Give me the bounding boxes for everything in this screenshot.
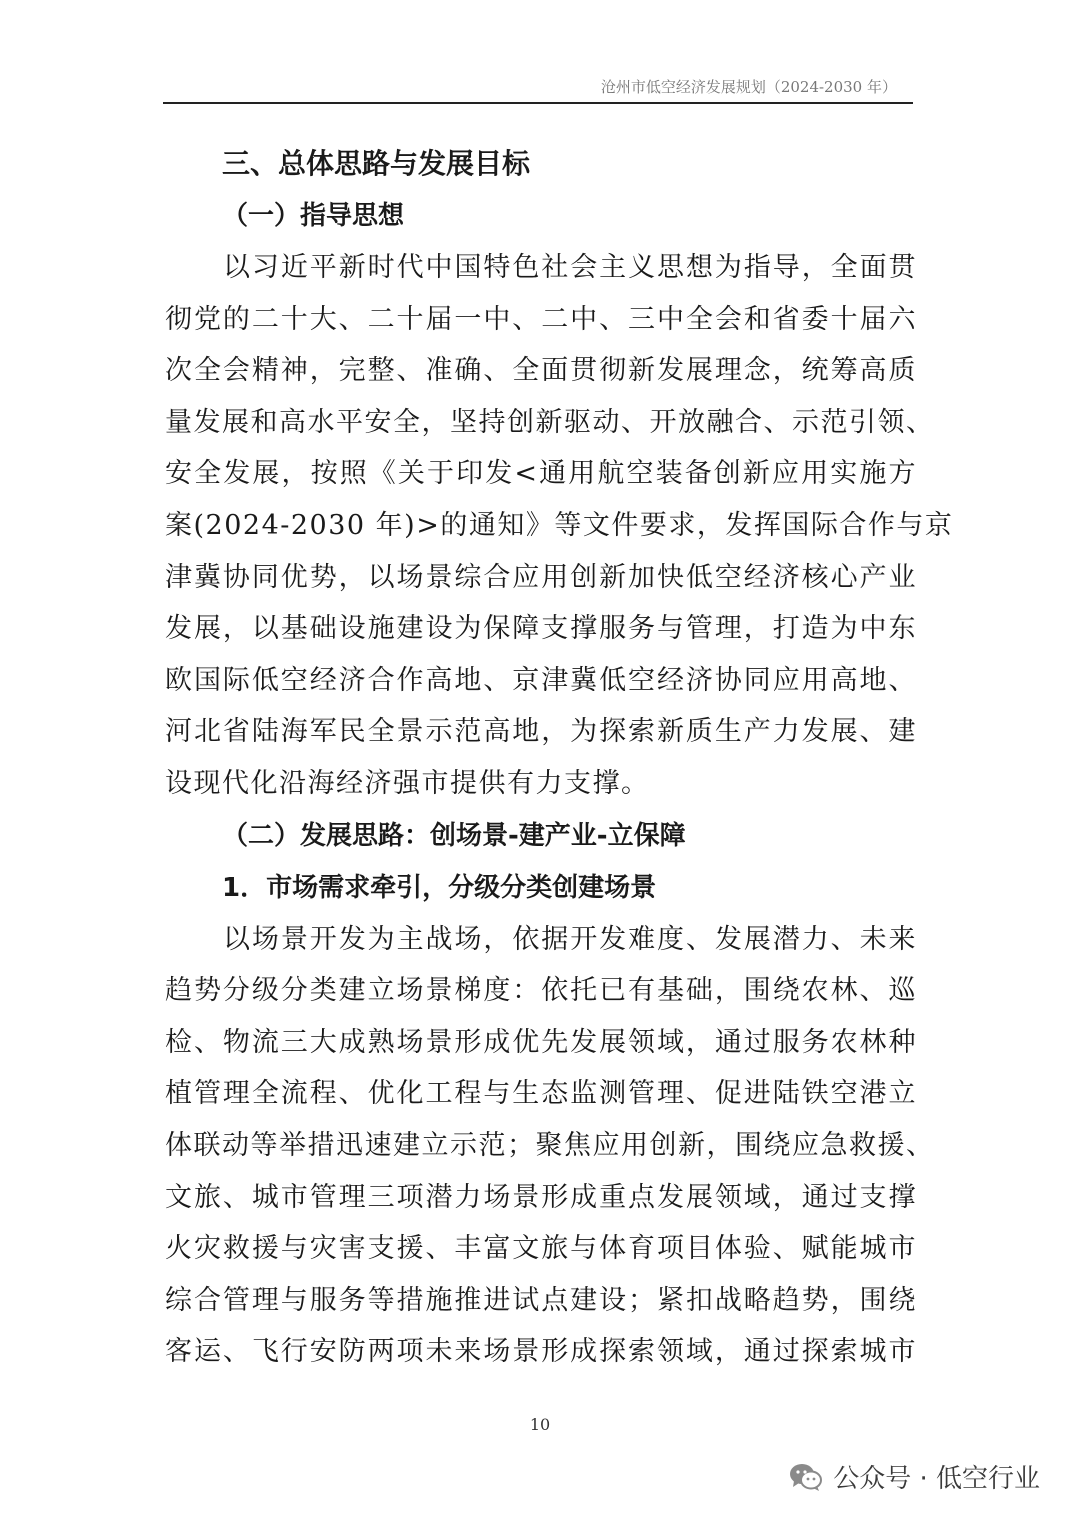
paragraph-line: 彻党的二十大、二十届一中、二中、三中全会和省委十届六 [165, 303, 917, 335]
paragraph-line: 体联动等举措迅速建立示范；聚焦应用创新，围绕应急救援、 [165, 1129, 935, 1161]
watermark-text: 公众号 · 低空行业 [833, 1464, 1040, 1494]
paragraph-line: 津冀协同优势，以场景综合应用创新加快低空经济核心产业 [165, 561, 917, 593]
subsection-heading: 1．市场需求牵引，分级分类创建场景 [222, 872, 657, 903]
approach-heading: （二）发展思路：创场景-建产业-立保障 [222, 820, 686, 851]
paragraph-line: 趋势分级分类建立场景梯度：依托已有基础，围绕农林、巡 [165, 975, 917, 1007]
paragraph-line: 文旅、城市管理三项潜力场景形成重点发展领域，通过支撑 [165, 1181, 917, 1213]
scenario-paragraph [165, 914, 935, 1378]
paragraph-line: 设现代化沿海经济强市提供有力支撑。 [165, 767, 650, 799]
paragraph-line: 安全发展，按照《关于印发<通用航空装备创新应用实施方 [165, 458, 917, 490]
paragraph-line: 植管理全流程、优化工程与生态监测管理、促进陆铁空港立 [165, 1078, 917, 1110]
paragraph-line: 发展，以基础设施建设为保障支撑服务与管理，打造为中东 [165, 613, 917, 645]
document-body [165, 138, 954, 1378]
guiding-heading: （一）指导思想 [222, 201, 405, 231]
paragraph-line: 客运、飞行安防两项未来场景形成探索领域，通过探索城市 [165, 1336, 917, 1368]
section-heading: 三、总体思路与发展目标 [222, 147, 531, 180]
paragraph-line: 火灾救援与灾害支援、丰富文旅与体育项目体验、赋能城市 [165, 1233, 917, 1265]
paragraph-line: 案(2024-2030 年)>的通知》等文件要求，发挥国际合作与京 [165, 509, 954, 541]
paragraph-line: 河北省陆海军民全景示范高地，为探索新质生产力发展、建 [165, 716, 917, 748]
paragraph-line: 综合管理与服务等措施推进试点建设；紧扣战略趋势，围绕 [165, 1284, 917, 1316]
page-number: 10 [529, 1415, 551, 1434]
paragraph-line: 以场景开发为主战场，依据开发难度、发展潜力、未来 [223, 923, 917, 955]
paragraph-line: 检、物流三大成熟场景形成优先发展领域，通过服务农林种 [165, 1026, 917, 1058]
paragraph-line: 次全会精神，完整、准确、全面贯彻新发展理念，统筹高质 [165, 355, 917, 387]
watermark [789, 1458, 1040, 1495]
paragraph-line: 欧国际低空经济合作高地、京津冀低空经济协同应用高地、 [165, 664, 917, 696]
guiding-paragraph [165, 242, 954, 810]
paragraph-line: 以习近平新时代中国特色社会主义思想为指导，全面贯 [223, 252, 917, 283]
page-header [163, 76, 913, 104]
header-title: 沧州市低空经济发展规划（2024-2030 年） [600, 78, 897, 96]
wechat-icon [789, 1462, 823, 1492]
paragraph-line: 量发展和高水平安全，坚持创新驱动、开放融合、示范引领、 [165, 406, 935, 438]
